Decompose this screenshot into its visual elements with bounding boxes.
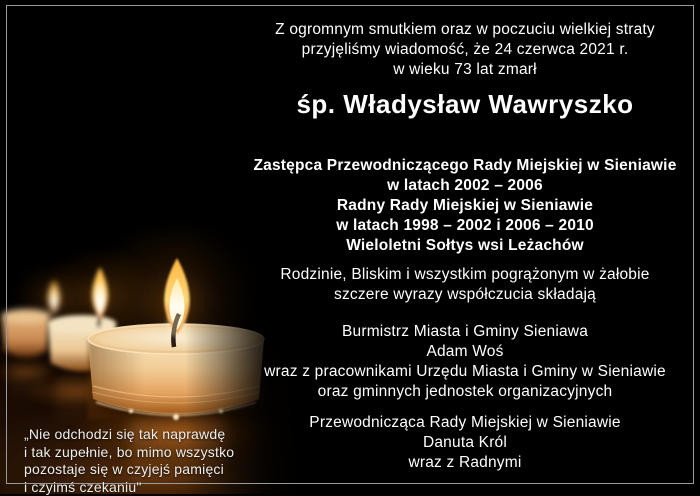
signatory-council-chair [240, 413, 690, 473]
condolence-text [240, 265, 690, 305]
text-line: Burmistrz Miasta i Gminy Sieniawa [240, 322, 690, 342]
text-line: Radny Rady Miejskiej w Sieniawie [240, 196, 690, 216]
announcement-text [240, 0, 690, 494]
deceased-name: śp. Władysław Wawryszko [240, 88, 690, 120]
text-line: Danuta Król [240, 433, 690, 453]
text-line: wraz z Radnymi [240, 453, 690, 473]
text-line: Rodzinie, Bliskim i wszystkim pogrążonym w żałobie [240, 265, 690, 285]
text-line: wraz z pracownikami Urzędu Miasta i Gminy w Sieniawie [240, 362, 690, 382]
titles-text [240, 156, 690, 256]
text-line: „Nie odchodzi się tak naprawdę [24, 426, 276, 444]
text-line: pozostaje się w czyjejś pamięci [24, 461, 276, 479]
memorial-quote [24, 426, 276, 496]
text-line: w latach 2002 – 2006 [240, 176, 690, 196]
text-line: i tak zupełnie, bo mimo wszystko [24, 444, 276, 462]
text-line: Adam Woś [240, 342, 690, 362]
text-line: szczere wyrazy współczucia składają [240, 285, 690, 305]
text-line: w wieku 73 lat zmarł [240, 60, 690, 80]
text-line: oraz gminnych jednostek organizacyjnych [240, 382, 690, 402]
text-line: i czyimś czekaniu" [24, 479, 276, 496]
signatory-mayor [240, 322, 690, 402]
text-line: Wieloletni Sołtys wsi Leżachów [240, 236, 690, 256]
text-line: Przewodnicząca Rady Miejskiej w Sieniawie [240, 413, 690, 433]
text-line: w latach 1998 – 2002 i 2006 – 2010 [240, 216, 690, 236]
text-line: Z ogromnym smutkiem oraz w poczuciu wielkiej straty [240, 20, 690, 40]
text-line: Zastępca Przewodniczącego Rady Miejskiej w Sieniawie [240, 156, 690, 176]
text-line: przyjęliśmy wiadomość, że 24 czerwca 2021 r. [240, 40, 690, 60]
intro-text [240, 20, 690, 80]
